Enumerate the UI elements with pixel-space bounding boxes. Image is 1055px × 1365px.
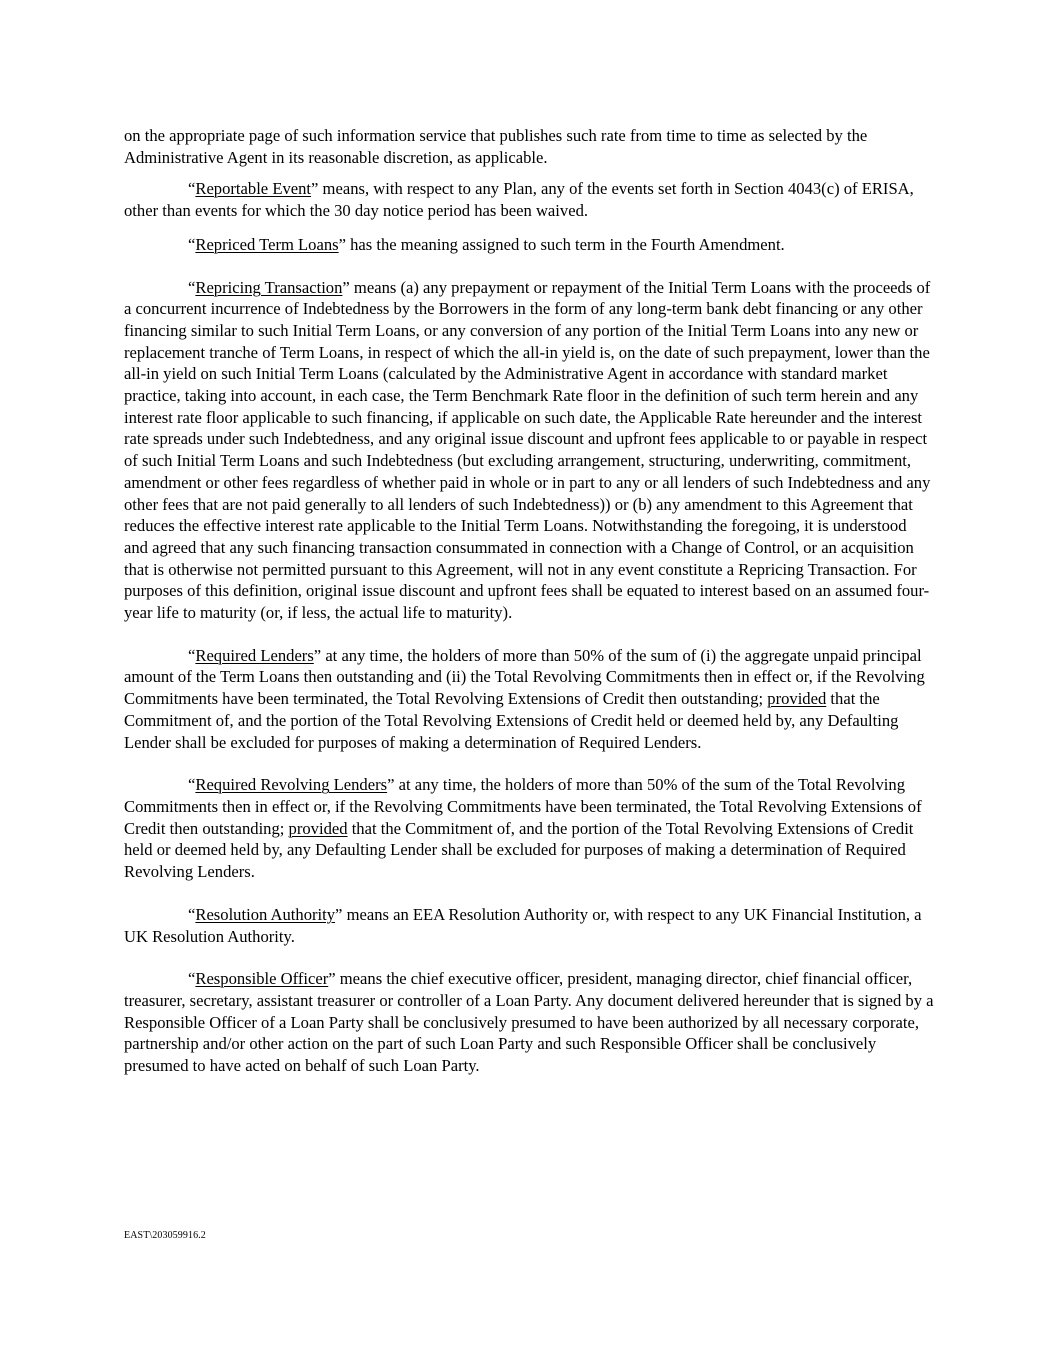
open-quote: “: [188, 904, 196, 924]
definition-body-after: that the Commitment of, and the portion of the Total Revolving Extensions of Credit held or deemed held by, any Defaulting Lender shall be excluded for purposes of making a determination of Required Revolving Lenders.: [124, 818, 914, 882]
definition-reportable-event: [124, 178, 934, 221]
open-quote: “: [188, 234, 196, 254]
definition-body: means an EEA Resolution Authority or, with respect to any UK Financial Institution, a UK Resolution Authority.: [124, 904, 922, 946]
definition-responsible-officer: [124, 968, 934, 1077]
provided-term: provided: [767, 689, 827, 709]
definition-body: means the chief executive officer, president, managing director, chief financial officer, treasurer, secretary, assistant treasurer or controller of a Loan Party. Any document delivered hereunder that is signed by a Responsible Officer of a Loan Party shall be conclusively presumed to have been authorized by all necessary corporate, partnership and/or other action on the part of such Loan Party and such Responsible Officer shall be conclusively presumed to have acted on behalf of such Loan Party.: [124, 969, 934, 1076]
defined-term: Resolution Authority: [195, 904, 336, 924]
definition-required-lenders: [124, 645, 934, 754]
close-quote: ”: [387, 775, 395, 795]
defined-term: Reportable Event: [195, 179, 312, 199]
definition-body-after: that the Commitment of, and the portion of the Total Revolving Extensions of Credit held or deemed held by, any Defaulting Lender shall be excluded for purposes of making a determination of Required Lenders.: [124, 689, 899, 752]
open-quote: “: [188, 277, 196, 297]
definition-repricing-transaction: [124, 277, 934, 624]
document-page: [124, 125, 934, 1098]
open-quote: “: [188, 645, 196, 665]
defined-term: Required Revolving Lenders: [195, 775, 388, 795]
close-quote: ”: [311, 179, 319, 199]
close-quote: ”: [313, 645, 322, 665]
definition-body-before: at any time, the holders of more than 50% of the sum of (i) the aggregate unpaid principal amount of the Term Loans then outstanding and (ii) the Total Revolving Commitments then in effect or, if the Revolving Commitments have been terminated, the Total Revolving Extensions of Credit then outstanding;: [124, 645, 925, 709]
definition-required-revolving-lenders: [124, 774, 934, 883]
open-quote: “: [188, 179, 196, 199]
definition-body: has the meaning assigned to such term in the Fourth Amendment.: [345, 234, 785, 254]
definition-resolution-authority: [124, 904, 934, 947]
definition-body-before: at any time, the holders of more than 50% of the sum of the Total Revolving Commitments then in effect or, if the Revolving Commitments have been terminated, the Total Revolving Extensions of Credit then outstanding;: [124, 775, 922, 838]
close-quote: ”: [338, 234, 346, 254]
close-quote: ”: [328, 969, 336, 989]
definition-body: means (a) any prepayment or repayment of the Initial Term Loans with the proceeds of a concurrent incurrence of Indebtedness by the Borrowers in the form of any long-term bank debt financing or any other financing similar to such Initial Term Loans, or any conversion of any portion of the Initial Term Loans into any new or replacement tranche of Term Loans, in respect of which the all-in yield is, on the date of such prepayment, lower than the all-in yield on such Initial Term Loans (calculated by the Administrative Agent in accordance with standard market practice, taking into account, in each case, the Term Benchmark Rate floor in the definition of such term herein and any interest rate floor applicable to such financing, if applicable on such date, the Applicable Rate hereunder and the interest rate spreads under such Indebtedness, and any original issue discount and upfront fees applicable to or payable in respect of such Initial Term Loans and such Indebtedness (but excluding arrangement, structuring, underwriting, commitment, amendment or other fees regardless of whether paid in whole or in part to any or all lenders of such Indebtedness and any other fees that are not paid generally to all lenders of such Indebtedness)) or (b) any amendment to this Agreement that reduces the effective interest rate applicable to the Initial Term Loans. Notwithstanding the foregoing, it is understood and agreed that any such financing transaction consummated in connection with a Change of Control, or an acquisition that is otherwise not permitted pursuant to this Agreement, will not in any event constitute a Repricing Transaction. For purposes of this definition, original issue discount and upfront fees shall be equated to interest based on an assumed four-year life to maturity (or, if less, the actual life to maturity).: [124, 277, 931, 623]
defined-term: Repriced Term Loans: [195, 234, 339, 254]
open-quote: “: [188, 775, 196, 795]
close-quote: ”: [335, 904, 343, 924]
defined-term: Repricing Transaction: [195, 277, 343, 297]
definition-repriced-term-loans: [124, 234, 934, 256]
provided-term: provided: [288, 818, 348, 838]
open-quote: “: [188, 969, 196, 989]
defined-term: Responsible Officer: [195, 969, 329, 989]
continuation-paragraph: on the appropriate page of such information service that publishes such rate from time to time as selected by the Administrative Agent in its reasonable discretion, as applicable.: [124, 126, 868, 167]
close-quote: ”: [342, 277, 350, 297]
document-footer-id: EAST\203059916.2: [124, 1230, 206, 1241]
definition-body: means, with respect to any Plan, any of the events set forth in Section 4043(c) of ERISA, other than events for which the 30 day notice period has been waived.: [124, 179, 914, 221]
defined-term: Required Lenders: [195, 645, 314, 665]
